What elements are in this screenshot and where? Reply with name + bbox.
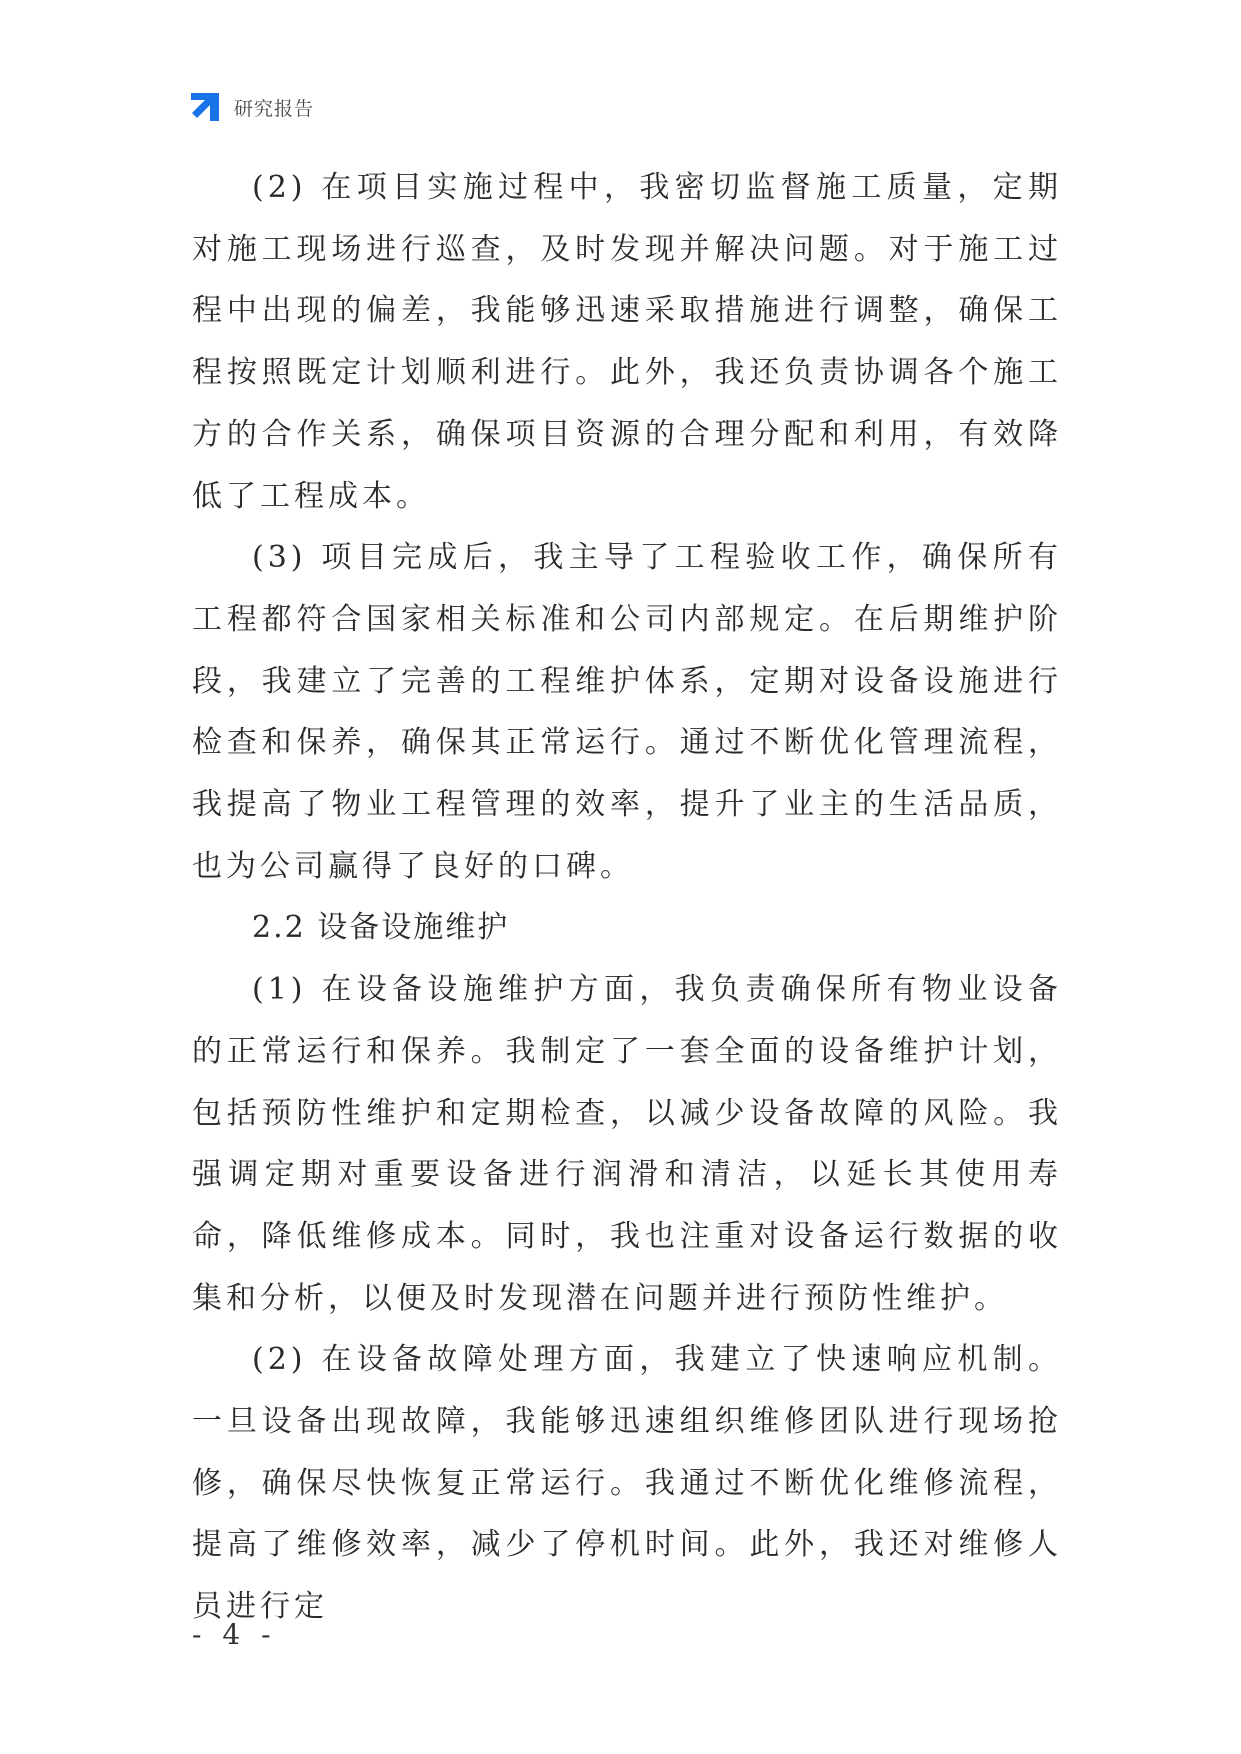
arrow-up-right-icon [188, 90, 222, 124]
paragraph-equipment-maintenance: (1) 在设备设施维护方面，我负责确保所有物业设备的正常运行和保养。我制定了一套全面的设备维护计划，包括预防性维护和定期检查，以减少设备故障的风险。我强调定期对重要设备进行润滑和清洁，以延长其使用寿命，降低维修成本。同时，我也注重对设备运行数据的收集和分析，以便及时发现潜在问题并进行预防性维护。 [192, 972, 1062, 1316]
paragraph-fault-handling: (2) 在设备故障处理方面，我建立了快速响应机制。一旦设备出现故障，我能够迅速组织维修团队进行现场抢修，确保尽快恢复正常运行。我通过不断优化维修流程，提高了维修效率，减少了停机时间。此外，我还对维修人员进行定 [192, 1342, 1062, 1625]
section-heading-equipment-maintenance: 2.2 设备设施维护 [252, 910, 510, 946]
document-body [192, 157, 1062, 1638]
paragraph-project-acceptance: (3) 项目完成后，我主导了工程验收工作，确保所有工程都符合国家相关标准和公司内部规定。在后期维护阶段，我建立了完善的工程维护体系，定期对设备设施进行检查和保养，确保其正常运行。通过不断优化管理流程，我提高了物业工程管理的效率，提升了业主的生活品质，也为公司赢得了良好的口碑。 [192, 540, 1062, 884]
page-header [188, 90, 314, 124]
paragraph-project-implementation: (2) 在项目实施过程中，我密切监督施工质量，定期对施工现场进行巡查，及时发现并解决问题。对于施工过程中出现的偏差，我能够迅速采取措施进行调整，确保工程按照既定计划顺利进行。此外，我还负责协调各个施工方的合作关系，确保项目资源的合理分配和利用，有效降低了工程成本。 [192, 170, 1062, 514]
page-number: - 4 - [192, 1618, 277, 1651]
header-title: 研究报告 [234, 97, 315, 120]
